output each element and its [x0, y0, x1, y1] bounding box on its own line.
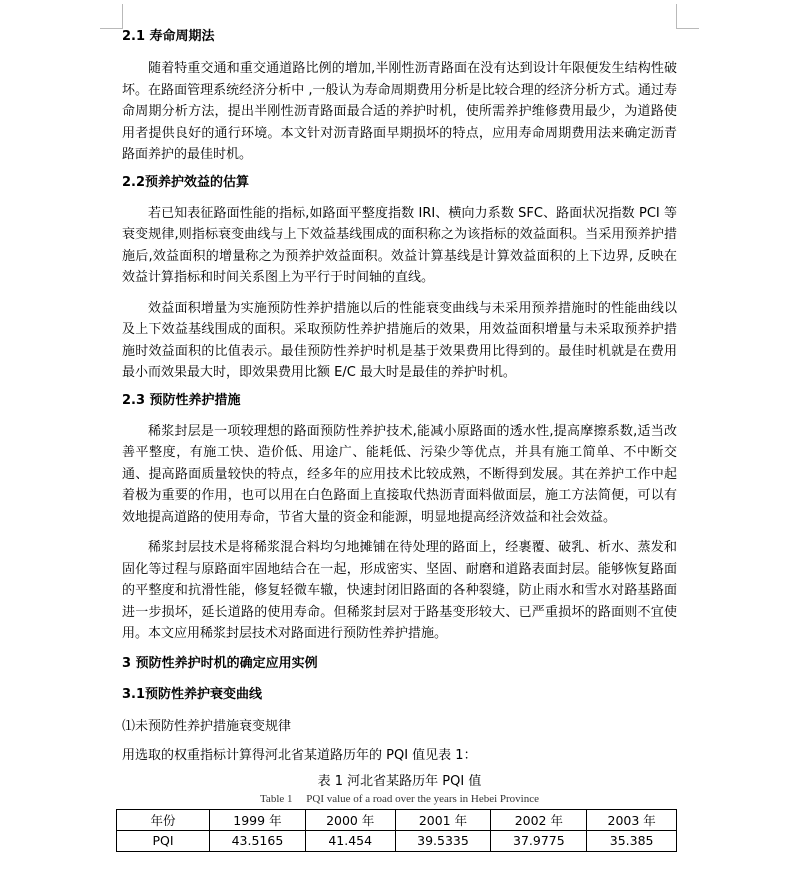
table-row: [117, 830, 677, 851]
table-header-cell: 2003 年: [587, 809, 677, 830]
table-header-cell: 2001 年: [395, 809, 491, 830]
table-cell: 39.5335: [395, 830, 491, 851]
table-cell: 37.9775: [491, 830, 587, 851]
table-cell: 43.5165: [210, 830, 306, 851]
paragraph: 用选取的权重指标计算得河北省某道路历年的 PQI 值见表 1：: [122, 748, 477, 763]
paragraph: 稀浆封层技术是将稀浆混合料均匀地摊铺在待处理的路面上，经裹覆、破乳、析水、蒸发和固化等过程与原路面牢固地结合在一起，形成密实、坚固、耐磨和道路表面封层。能够恢复路面的平整度和抗滑性能，修复轻微车辙，快速封闭旧路面的各种裂缝，防止雨水和雪水对路基路面进一步损坏，延长道路的使用寿命。但稀浆封层对于路基变形较大、已严重损坏的路面则不宜使用。本文应用稀浆封层技术对路面进行预防性养护措施。: [122, 540, 677, 641]
table-cell: 35.385: [587, 830, 677, 851]
section-heading-3-1: 3.1预防性养护衰变曲线: [122, 686, 263, 702]
table-cell: PQI: [117, 830, 210, 851]
section-heading-2-2: 2.2预养护效益的估算: [122, 174, 250, 190]
table-cell: 41.454: [305, 830, 395, 851]
section-heading-3: 3 预防性养护时机的确定应用实例: [122, 655, 318, 671]
paragraph: 稀浆封层是一项较理想的路面预防性养护技术,能减小原路面的透水性,提高摩擦系数,适当改善平整度，有施工快、造价低、用途广、能耗低、污染少等优点，并具有施工简单、不中断交通、提高路面质量较快的特点，经多年的应用技术比较成熟，不断得到发展。其在养护工作中起着极为重要的作用，也可以用在白色路面上直接取代热沥青面料做面层，施工方法简便，可以有效地提高道路的使用寿命，节省大量的资金和能源，明显地提高经济效益和社会效益。: [122, 423, 677, 525]
list-item: ⑴未预防性养护措施衰变规律: [122, 718, 292, 734]
table-header-cell: 1999 年: [210, 809, 306, 830]
crop-mark-top-left: [100, 4, 123, 29]
table-header-cell: 2000 年: [305, 809, 395, 830]
section-heading-2-3: 2.3 预防性养护措施: [122, 392, 241, 408]
pqi-table: [116, 809, 677, 852]
paragraph: 随着特重交通和重交通道路比例的增加,半刚性沥青路面在没有达到设计年限便发生结构性破坏。在路面管理系统经济分析中 ,一般认为寿命周期费用分析是比较合理的经济分析方式。通过寿命周期分析方法，提出半刚性沥青路面最合适的养护时机，使所需养护维修费用最少，为道路使用者提供良好的通行环境。本文针对沥青路面早期损坏的特点，应用寿命周期费用法来确定沥青路面养护的最佳时机。: [122, 61, 677, 162]
paragraph: 若已知表征路面性能的指标,如路面平整度指数 IRI、横向力系数 SFC、路面状况指数 PCI 等衰变规律,则指标衰变曲线与上下效益基线围成的面积称之为该指标的效益面积。当采用预养护措施后,效益面积的增量称之为预养护效益面积。效益计算基线是计算效益面积的上下边界, 反映在效益计算指标和时间关系图上为平行于时间轴的直线。: [122, 205, 677, 285]
table-header-cell: 2002 年: [491, 809, 587, 830]
paragraph: 效益面积增量为实施预防性养护措施以后的性能衰变曲线与未采用预养措施时的性能曲线以及上下效益基线围成的面积。采取预防性养护措施后的效果，用效益面积增量与未采取预养护措施时效益面积的比值表示。最佳预防性养护时机是基于效果费用比得到的。最佳时机就是在费用最小而效果最大时，即效果费用比额 E/C 最大时是最佳的养护时机。: [122, 300, 677, 380]
crop-mark-top-right: [676, 4, 699, 29]
section-heading-2-1: 2.1 寿命周期法: [122, 29, 215, 44]
table-header-row: [117, 809, 677, 830]
table-header-cell: 年份: [117, 809, 210, 830]
table-caption-en: Table 1 PQI value of a road over the years in Hebei Province: [259, 792, 540, 805]
table-caption-cn: 表 1 河北省某路历年 PQI 值: [317, 773, 482, 789]
document-page: [122, 26, 677, 852]
